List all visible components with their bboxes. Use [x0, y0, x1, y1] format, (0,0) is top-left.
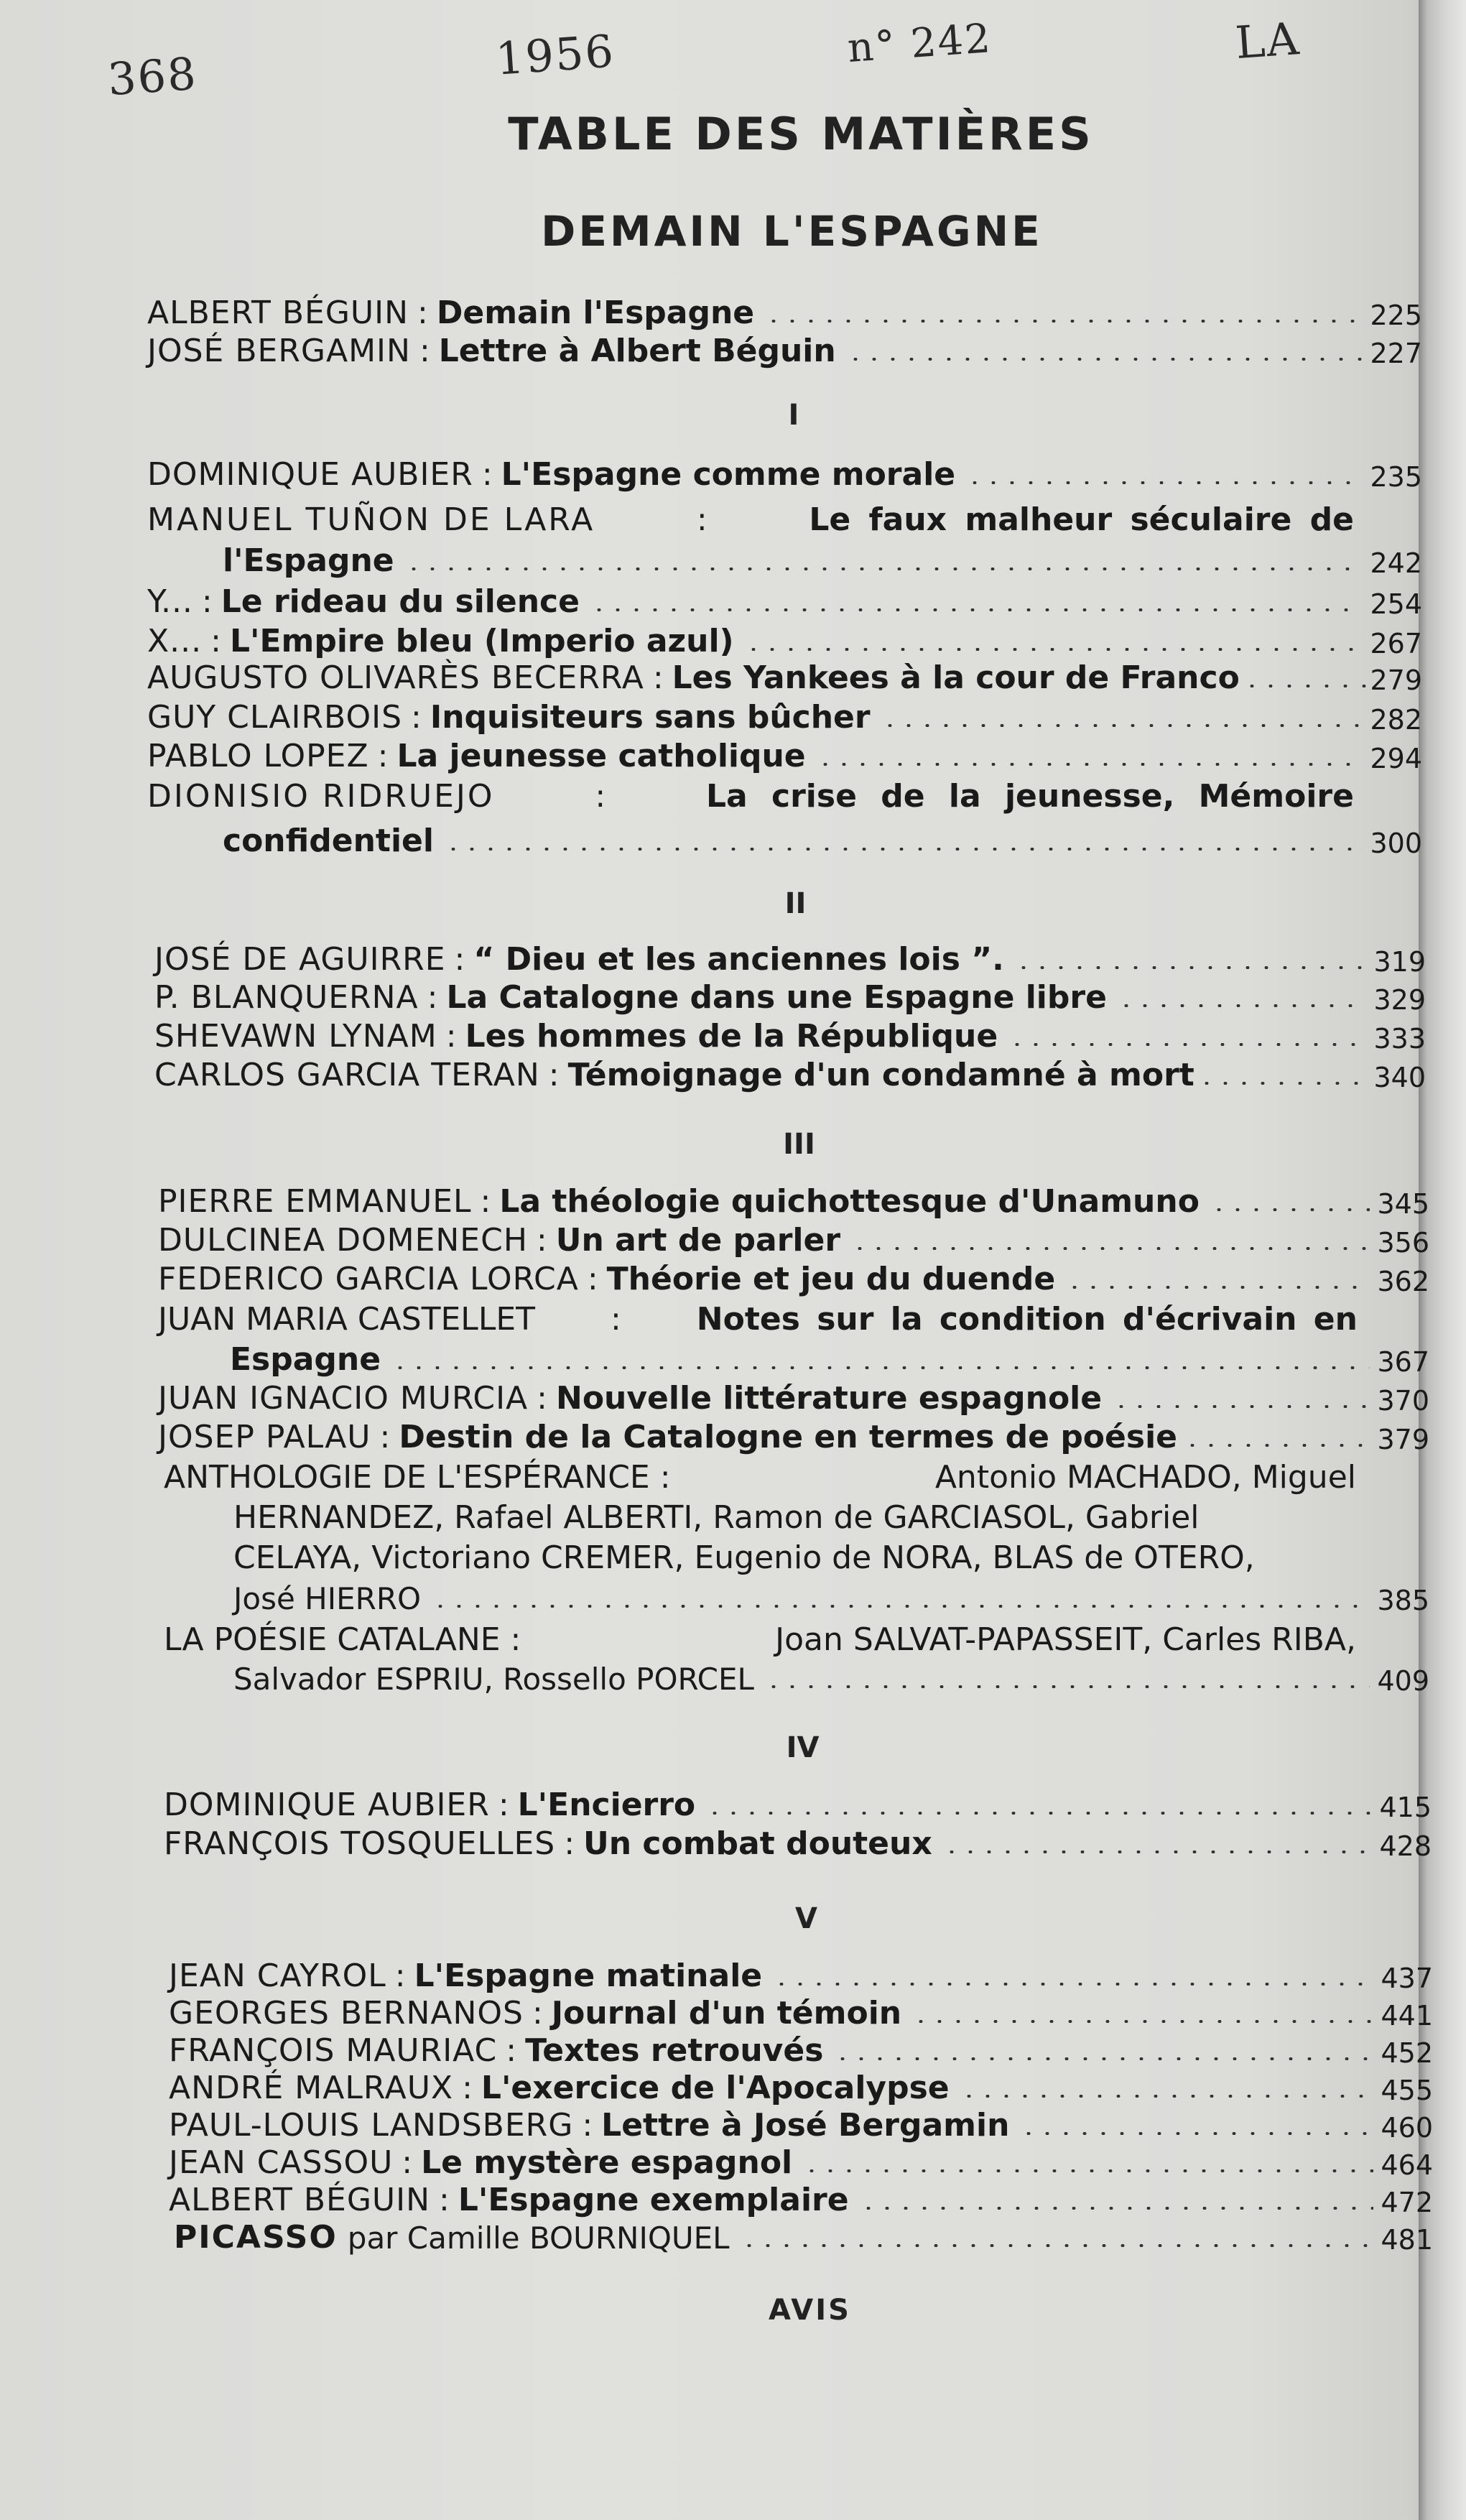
anthology-authors-line: CELAYA, Victoriano CREMER, Eugenio de NORA, BLAS de OTERO,: [233, 1539, 1255, 1576]
entry-title: Le rideau du silence: [221, 583, 580, 620]
entry-title: Le faux malheur séculaire de: [809, 501, 1354, 538]
entry-page: 282: [1370, 704, 1422, 736]
anthology-entry: [164, 1455, 1356, 1496]
entry-page: 225: [1370, 300, 1422, 331]
entry-author: DULCINEA DOMENECH: [158, 1222, 528, 1259]
picasso-by: par Camille BOURNIQUEL: [347, 2220, 730, 2256]
entry-page: 441: [1381, 2000, 1433, 2032]
entry-page: 254: [1370, 588, 1422, 620]
handwritten-number: 368: [106, 47, 199, 106]
section-heading: IV: [786, 1731, 820, 1764]
toc-entry: X... : L'Empire bleu (Imperio azul) 267: [147, 623, 1422, 659]
entry-author: JEAN CAYROL: [169, 1958, 386, 1994]
page-subtitle: DEMAIN L'ESPAGNE: [541, 207, 1043, 256]
entry-title: Journal d'un témoin: [551, 1995, 902, 2032]
entry-page: 367: [1377, 1346, 1429, 1378]
entry-title: L'Espagne exemplaire: [458, 2182, 849, 2218]
entry-page: 319: [1373, 946, 1426, 978]
entry-author: ANDRÉ MALRAUX: [169, 2070, 454, 2106]
toc-entry-continuation: [223, 539, 1422, 579]
entry-page: 279: [1370, 664, 1422, 696]
entry-author: JOSEP PALAU: [158, 1419, 371, 1455]
catalan-poetry-line: [233, 1657, 1429, 1697]
entry-title: La théologie quichottesque d'Unamuno: [499, 1183, 1200, 1220]
entry-author: P. BLANQUERNA: [154, 979, 419, 1016]
entry-author: MANUEL TUÑON DE LARA: [147, 501, 595, 538]
entry-author: JUAN IGNACIO MURCIA: [158, 1380, 529, 1417]
anthology-authors-line: Antonio MACHADO, Miguel: [934, 1459, 1356, 1496]
entry-title-continued: l'Espagne: [223, 542, 394, 579]
entry-title: Textes retrouvés: [525, 2032, 824, 2069]
toc-entry: PAUL-LOUIS LANDSBERG : Lettre à José Bergamin 460: [169, 2107, 1433, 2144]
toc-entry: P. BLANQUERNA : La Catalogne dans une Espagne libre 329: [154, 979, 1426, 1016]
entry-page: 235: [1370, 461, 1422, 493]
section-heading: II: [784, 887, 807, 920]
entry-author: PABLO LOPEZ: [147, 738, 369, 774]
entry-title: Demain l'Espagne: [436, 295, 755, 331]
entry-title: La jeunesse catholique: [396, 738, 806, 774]
picasso-label: PICASSO: [174, 2219, 338, 2256]
entry-title: La Catalogne dans une Espagne libre: [446, 979, 1107, 1016]
entry-author: DIONISIO RIDRUEJO: [147, 778, 495, 815]
entry-page: 333: [1373, 1023, 1426, 1055]
catalan-label: LA POÉSIE CATALANE :: [164, 1621, 521, 1658]
toc-entry: PABLO LOPEZ : La jeunesse catholique 294: [147, 738, 1422, 774]
entry-page: 437: [1381, 1963, 1433, 1994]
catalan-authors-line: Salvador ESPRIU, Rossello PORCEL: [233, 1662, 754, 1697]
handwritten-issue: n° 242: [845, 15, 993, 72]
entry-page: 300: [1370, 828, 1422, 859]
entry-page: 428: [1379, 1830, 1432, 1862]
toc-entry: ALBERT BÉGUIN : Demain l'Espagne 225: [147, 295, 1422, 331]
entry-page: 242: [1370, 547, 1422, 579]
entry-page: 294: [1370, 743, 1422, 774]
entry-title: “ Dieu et les anciennes lois ”.: [473, 941, 1004, 978]
anthology-line: [233, 1576, 1429, 1616]
entry-author: CARLOS GARCIA TERAN: [154, 1057, 540, 1093]
toc-entry: JOSÉ DE AGUIRRE : “ Dieu et les anciennes lois ”. 319: [154, 941, 1426, 978]
entry-title: Un art de parler: [555, 1222, 841, 1259]
section-heading: I: [788, 399, 799, 432]
anthology-authors-line: HERNANDEZ, Rafael ALBERTI, Ramon de GARCIASOL, Gabriel: [233, 1499, 1200, 1536]
anthology-line: [233, 1536, 1356, 1576]
entry-title: L'Empire bleu (Imperio azul): [229, 623, 734, 659]
toc-entry: FRANÇOIS TOSQUELLES : Un combat douteux 428: [164, 1825, 1432, 1862]
entry-author: GEORGES BERNANOS: [169, 1995, 524, 2032]
toc-entry: GEORGES BERNANOS : Journal d'un témoin 441: [169, 1995, 1433, 2032]
entry-title-continued: Espagne: [230, 1341, 381, 1378]
page-title: TABLE DES MATIÈRES: [508, 108, 1094, 160]
toc-entry: GUY CLAIRBOIS : Inquisiteurs sans bûcher 282: [147, 699, 1422, 736]
toc-entry-continuation: [230, 1338, 1429, 1378]
entry-title: Témoignage d'un condamné à mort: [567, 1057, 1194, 1093]
entry-page: 329: [1373, 984, 1426, 1016]
entry-page: 464: [1381, 2149, 1433, 2181]
catalan-poetry-entry: [164, 1618, 1356, 1658]
toc-entry: FEDERICO GARCIA LORCA : Théorie et jeu du duende 362: [158, 1261, 1429, 1297]
entry-title: L'Encierro: [517, 1787, 696, 1823]
notice-heading: AVIS: [769, 2294, 851, 2327]
entry-page: 356: [1377, 1227, 1429, 1259]
entry-title: Les hommes de la République: [465, 1018, 998, 1055]
entry-title: Lettre à Albert Béguin: [438, 333, 836, 369]
entry-page: 267: [1370, 628, 1422, 659]
entry-title: Le mystère espagnol: [421, 2144, 793, 2181]
entry-page: 455: [1381, 2075, 1433, 2106]
entry-author: JOSÉ BERGAMIN: [147, 333, 411, 369]
entry-title-continued: confidentiel: [223, 823, 434, 859]
toc-entry: DOMINIQUE AUBIER : L'Espagne comme morale 235: [147, 456, 1422, 493]
section-heading: V: [795, 1902, 817, 1935]
entry-page: 472: [1381, 2187, 1433, 2218]
entry-author: SHEVAWN LYNAM: [154, 1018, 437, 1055]
catalan-authors-line: Joan SALVAT-PAPASSEIT, Carles RIBA,: [775, 1621, 1356, 1658]
entry-title: L'Espagne matinale: [414, 1958, 763, 1994]
entry-page: 370: [1377, 1385, 1429, 1417]
anthology-line: [233, 1496, 1356, 1536]
entry-page: 415: [1379, 1792, 1432, 1823]
toc-entry: ANDRÉ MALRAUX : L'exercice de l'Apocalypse 455: [169, 2070, 1433, 2106]
toc-entry-continuation: [223, 819, 1422, 859]
entry-page: 481: [1381, 2224, 1433, 2256]
entry-page: 345: [1377, 1188, 1429, 1220]
entry-title: Les Yankees à la cour de Franco: [672, 659, 1240, 696]
entry-author: DOMINIQUE AUBIER: [147, 456, 473, 493]
entry-author: PAUL-LOUIS LANDSBERG: [169, 2107, 574, 2144]
toc-entry: ALBERT BÉGUIN : L'Espagne exemplaire 472: [169, 2182, 1433, 2218]
entry-page: 379: [1377, 1424, 1429, 1455]
entry-title: La crise de la jeunesse, Mémoire: [705, 778, 1354, 815]
entry-author: JEAN CASSOU: [169, 2144, 394, 2181]
entry-author: DOMINIQUE AUBIER: [164, 1787, 490, 1823]
entry-title: Inquisiteurs sans bûcher: [430, 699, 871, 736]
entry-author: JOSÉ DE AGUIRRE: [154, 941, 446, 978]
entry-page: 362: [1377, 1266, 1429, 1297]
entry-title: Nouvelle littérature espagnole: [556, 1380, 1103, 1417]
toc-entry-line: MANUEL TUÑON DE LARA : Le faux malheur séculaire de: [147, 501, 1354, 538]
anthology-authors-line: José HIERRO: [233, 1581, 422, 1616]
toc-entry: SHEVAWN LYNAM : Les hommes de la République 333: [154, 1018, 1426, 1055]
toc-entry: DOMINIQUE AUBIER : L'Encierro 415: [164, 1787, 1432, 1823]
entry-page: 452: [1381, 2037, 1433, 2069]
section-heading: III: [783, 1128, 815, 1161]
entry-page: 227: [1370, 338, 1422, 369]
anthology-label: ANTHOLOGIE DE L'ESPÉRANCE :: [164, 1459, 671, 1496]
toc-entry: AUGUSTO OLIVARÈS BECERRA : Les Yankees à la cour de Franco 279: [147, 659, 1422, 696]
entry-title: Un combat douteux: [583, 1825, 932, 1862]
entry-author: FEDERICO GARCIA LORCA: [158, 1261, 579, 1297]
handwritten-initials: LA: [1233, 11, 1302, 70]
entry-page: 340: [1373, 1062, 1426, 1093]
entry-author: FRANÇOIS MAURIAC: [169, 2032, 498, 2069]
entry-title: L'exercice de l'Apocalypse: [481, 2070, 950, 2106]
entry-author: X...: [147, 623, 203, 659]
toc-entry: [174, 2215, 1433, 2256]
entry-author: GUY CLAIRBOIS: [147, 699, 403, 736]
entry-author: JUAN MARIA CASTELLET: [158, 1301, 536, 1338]
entry-title: L'Espagne comme morale: [501, 456, 956, 493]
toc-entry: PIERRE EMMANUEL : La théologie quichottesque d'Unamuno 345: [158, 1183, 1429, 1220]
entry-author: ALBERT BÉGUIN: [169, 2182, 431, 2218]
toc-entry: JUAN IGNACIO MURCIA : Nouvelle littérature espagnole 370: [158, 1380, 1429, 1417]
toc-entry-line: JUAN MARIA CASTELLET : Notes sur la condition d'écrivain en: [158, 1301, 1358, 1338]
entry-page: 409: [1377, 1665, 1429, 1697]
entry-author: Y...: [147, 583, 193, 620]
entry-title: Destin de la Catalogne en termes de poésie: [399, 1419, 1177, 1455]
toc-entry: JEAN CASSOU : Le mystère espagnol 464: [169, 2144, 1433, 2181]
entry-page: 460: [1381, 2112, 1433, 2144]
toc-entry: JOSÉ BERGAMIN : Lettre à Albert Béguin 227: [147, 333, 1422, 369]
entry-author: AUGUSTO OLIVARÈS BECERRA: [147, 659, 644, 696]
toc-entry: FRANÇOIS MAURIAC : Textes retrouvés 452: [169, 2032, 1433, 2069]
entry-title: Lettre à José Bergamin: [601, 2107, 1010, 2144]
entry-author: PIERRE EMMANUEL: [158, 1183, 472, 1220]
toc-entry: Y... : Le rideau du silence 254: [147, 583, 1422, 620]
entry-author: ALBERT BÉGUIN: [147, 295, 409, 331]
handwritten-year: 1956: [493, 24, 617, 85]
entry-page: 385: [1377, 1585, 1429, 1616]
entry-title: Théorie et jeu du duende: [606, 1261, 1056, 1297]
toc-entry: DULCINEA DOMENECH : Un art de parler 356: [158, 1222, 1429, 1259]
toc-entry: JEAN CAYROL : L'Espagne matinale 437: [169, 1958, 1433, 1994]
entry-title: Notes sur la condition d'écrivain en: [696, 1301, 1358, 1338]
toc-entry: JOSEP PALAU : Destin de la Catalogne en termes de poésie 379: [158, 1419, 1429, 1455]
toc-entry: CARLOS GARCIA TERAN : Témoignage d'un condamné à mort 340: [154, 1057, 1426, 1093]
entry-author: FRANÇOIS TOSQUELLES: [164, 1825, 556, 1862]
toc-entry-line: DIONISIO RIDRUEJO : La crise de la jeunesse, Mémoire: [147, 778, 1354, 815]
